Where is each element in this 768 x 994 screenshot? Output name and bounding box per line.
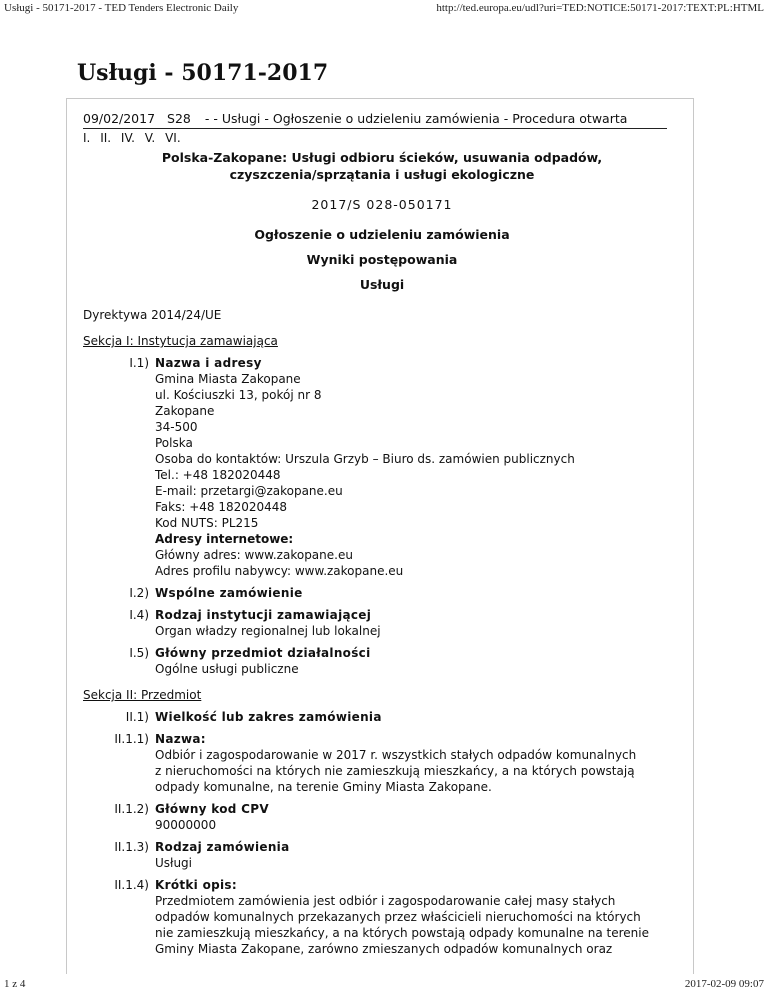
section-nav xyxy=(83,130,681,146)
item-i-5 xyxy=(83,645,681,677)
item-label: Główny kod CPV xyxy=(155,802,269,816)
print-timestamp: 2017-02-09 09:07 xyxy=(684,978,764,990)
item-number: II.1) xyxy=(125,710,149,724)
item-ii-1-1 xyxy=(83,731,681,795)
notice-headline xyxy=(83,149,681,183)
main-address: Główny adres: www.zakopane.eu xyxy=(155,548,353,562)
item-value: odpady komunalne, na terenie Gminy Miasta Zakopane. xyxy=(155,780,492,794)
item-value: Gminy Miasta Zakopane, zarówno zmieszanych odpadów komunalnych oraz xyxy=(155,942,613,956)
item-label: Nazwa i adresy xyxy=(155,356,262,370)
item-i-4 xyxy=(83,607,681,639)
page-title: Usługi - 50171-2017 xyxy=(77,60,329,86)
item-number: II.1.4) xyxy=(114,878,149,892)
item-ii-1-2 xyxy=(83,801,681,833)
headline-line-1: Polska-Zakopane: Usługi odbioru ścieków, usuwania odpadów, xyxy=(161,150,603,165)
item-value: Usługi xyxy=(155,856,193,870)
item-value: z nieruchomości na których nie zamieszkują mieszkańcy, a na których powstają xyxy=(155,764,635,778)
item-value: Ogólne usługi publiczne xyxy=(155,662,299,676)
headline-line-2: czyszczenia/sprzątania i usługi ekologiczne xyxy=(229,167,535,182)
publication-date: 09/02/2017 xyxy=(83,111,156,126)
item-number: II.1.3) xyxy=(114,840,149,854)
section-2-title: Sekcja II: Przedmiot xyxy=(83,688,202,702)
print-header-title: Usługi - 50171-2017 - TED Tenders Electronic Daily xyxy=(4,2,239,14)
address-line: Zakopane xyxy=(155,404,215,418)
item-value: Organ władzy regionalnej lub lokalnej xyxy=(155,624,381,638)
print-header-url: http://ted.europa.eu/udl?uri=TED:NOTICE:50171-2017:TEXT:PL:HTML xyxy=(436,2,764,14)
notice-type: Ogłoszenie o udzieleniu zamówienia xyxy=(254,227,510,242)
item-i-1 xyxy=(83,355,681,579)
address-line: Polska xyxy=(155,436,193,450)
item-ii-1 xyxy=(83,709,681,725)
print-header xyxy=(0,0,768,18)
item-number: I.5) xyxy=(129,646,149,660)
email: E-mail: przetargi@zakopane.eu xyxy=(155,484,343,498)
item-number: I.1) xyxy=(129,356,149,370)
address-line: ul. Kościuszki 13, pokój nr 8 xyxy=(155,388,322,402)
item-value: nie zamieszkują mieszkańcy, a na których powstają odpady komunalne na terenie xyxy=(155,926,649,940)
nuts-code: Kod NUTS: PL215 xyxy=(155,516,259,530)
item-label: Wielkość lub zakres zamówienia xyxy=(155,710,382,724)
item-number: I.2) xyxy=(129,586,149,600)
notice-topline xyxy=(83,111,667,129)
nav-link-iv[interactable]: IV. xyxy=(120,131,135,145)
item-number: I.4) xyxy=(129,608,149,622)
results-heading: Wyniki postępowania xyxy=(306,252,458,267)
item-label: Rodzaj zamówienia xyxy=(155,840,290,854)
section-1 xyxy=(83,355,681,677)
nav-link-v[interactable]: V. xyxy=(144,131,156,145)
document-number: 2017/S 028-050171 xyxy=(311,197,453,212)
notice-content xyxy=(83,111,681,957)
item-label: Wspólne zamówienie xyxy=(155,586,303,600)
section-2 xyxy=(83,709,681,957)
services-heading: Usługi xyxy=(359,277,405,292)
item-value: odpadów komunalnych przekazanych przez właścicieli nieruchomości na których xyxy=(155,910,641,924)
address-line: 34-500 xyxy=(155,420,198,434)
contact-person: Osoba do kontaktów: Urszula Grzyb – Biuro ds. zamówien publicznych xyxy=(155,452,575,466)
page-counter: 1 z 4 xyxy=(4,978,26,990)
print-footer xyxy=(0,976,768,994)
oj-issue: S28 xyxy=(167,111,191,126)
phone: Tel.: +48 182020448 xyxy=(155,468,281,482)
nav-link-vi[interactable]: VI. xyxy=(165,131,181,145)
cpv-code: 90000000 xyxy=(155,818,217,832)
buyer-profile-address: Adres profilu nabywcy: www.zakopane.eu xyxy=(155,564,404,578)
item-label: Krótki opis: xyxy=(155,878,237,892)
directive: Dyrektywa 2014/24/UE xyxy=(83,308,222,322)
item-number: II.1.2) xyxy=(114,802,149,816)
item-value: Przedmiotem zamówienia jest odbiór i zagospodarowanie całej masy stałych xyxy=(155,894,616,908)
section-1-title: Sekcja I: Instytucja zamawiająca xyxy=(83,334,278,348)
item-label: Rodzaj instytucji zamawiającej xyxy=(155,608,372,622)
web-addresses-label: Adresy internetowe: xyxy=(155,532,294,546)
nav-link-i[interactable]: I. xyxy=(83,131,91,145)
item-ii-1-3 xyxy=(83,839,681,871)
item-label: Główny przedmiot działalności xyxy=(155,646,371,660)
address-line: Gmina Miasta Zakopane xyxy=(155,372,301,386)
item-number: II.1.1) xyxy=(114,732,149,746)
item-value: Odbiór i zagospodarowanie w 2017 r. wszystkich stałych odpadów komunalnych xyxy=(155,748,637,762)
nav-link-ii[interactable]: II. xyxy=(100,131,112,145)
fax: Faks: +48 182020448 xyxy=(155,500,288,514)
notice-summary: - - Usługi - Ogłoszenie o udzieleniu zamówienia - Procedura otwarta xyxy=(204,111,628,126)
item-i-2 xyxy=(83,585,681,601)
item-ii-1-4 xyxy=(83,877,681,957)
notice-frame xyxy=(66,98,694,974)
item-label: Nazwa: xyxy=(155,732,206,746)
